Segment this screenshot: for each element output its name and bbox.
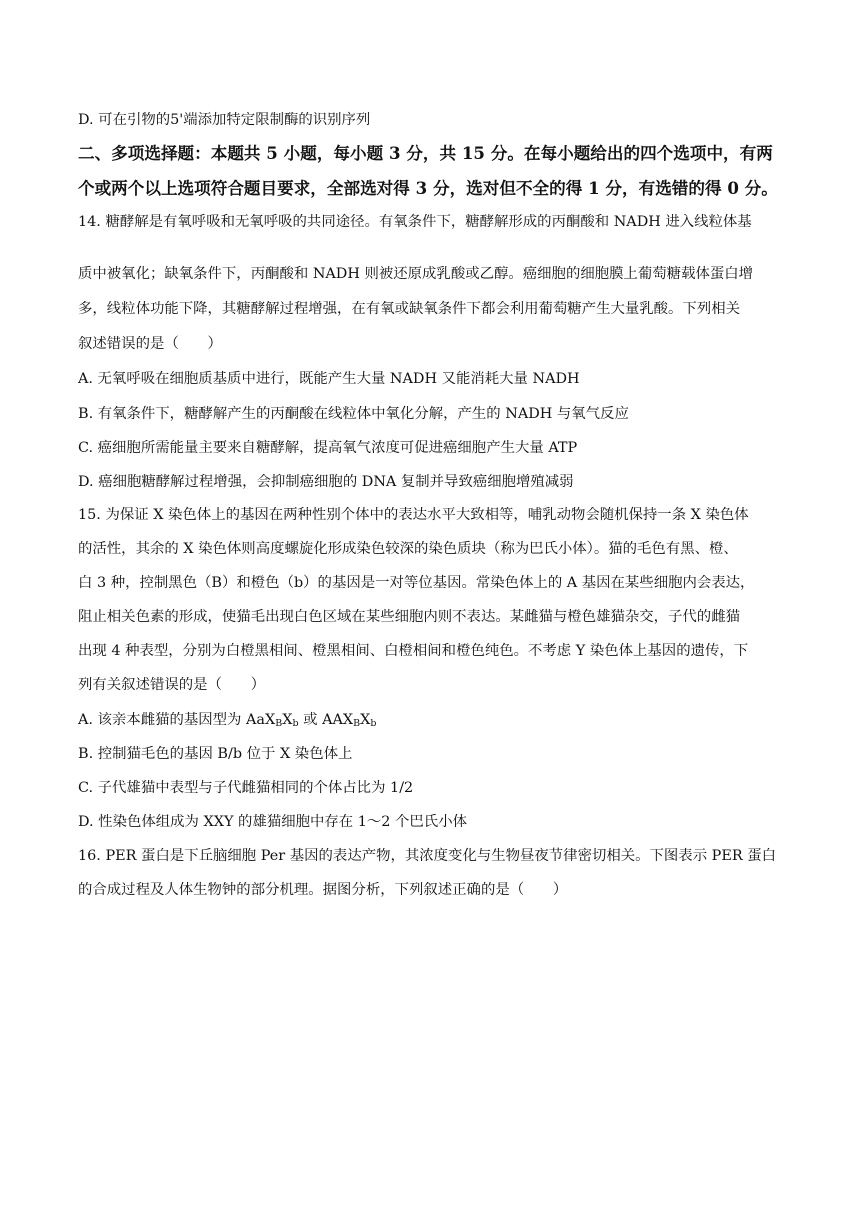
q14-option-d: D. 癌细胞糖酵解过程增强，会抑制癌细胞的 DNA 复制并导致癌细胞增殖减弱 xyxy=(78,474,574,490)
q15-option-c: C. 子代雄猫中表型与子代雌猫相同的个体占比为 1/2 xyxy=(78,780,414,796)
subscript-B: B xyxy=(275,718,283,729)
q14-stem-line4: 叙述错误的是（ ） xyxy=(78,336,222,352)
q16-stem-line2: 的合成过程及人体生物钟的部分机理。据图分析，下列叙述正确的是（ ） xyxy=(78,882,568,898)
subscript-b: b xyxy=(292,718,299,729)
q14-stem-line1: 14. 糖酵解是有氧呼吸和无氧呼吸的共同途径。有氧条件下，糖酵解形成的丙酮酸和 NADH 进入线粒体基 xyxy=(78,214,752,230)
q15-stem-line3: 白 3 种，控制黑色（B）和橙色（b）的基因是一对等位基因。常染色体上的 A 基因在某些细胞内会表达， xyxy=(78,575,755,591)
subscript-b: b xyxy=(370,718,377,729)
q14-option-a: A. 无氧呼吸在细胞质基质中进行，既能产生大量 NADH 又能消耗大量 NADH xyxy=(78,371,580,387)
q15-stem-line5: 出现 4 种表型，分别为白橙黑相间、橙黑相间、白橙相间和橙色纯色。不考虑 Y 染色体上基因的遗传，下 xyxy=(78,643,749,659)
q15-option-b: B. 控制猫毛色的基因 B/b 位于 X 染色体上 xyxy=(78,746,353,762)
q15-option-d: D. 性染色体组成为 XXY 的雄猫细胞中存在 1～2 个巴氏小体 xyxy=(78,814,467,830)
q14-option-b: B. 有氧条件下，糖酵解产生的丙酮酸在线粒体中氧化分解，产生的 NADH 与氧气反应 xyxy=(78,406,629,422)
q15-option-a-or: 或 AAX xyxy=(298,712,354,728)
q14-option-c: C. 癌细胞所需能量主要来自糖酵解，提高氧气浓度可促进癌细胞产生大量 ATP xyxy=(78,440,578,456)
q15-option-a xyxy=(78,710,790,734)
q14-stem-line3: 多，线粒体功能下降，其糖酵解过程增强，在有氧或缺氧条件下都会利用葡萄糖产生大量乳酸。下列相关 xyxy=(78,301,740,317)
q15-stem-line1: 15. 为保证 X 染色体上的基因在两种性别个体中的表达水平大致相等，哺乳动物会随机保持一条 X 染色体 xyxy=(78,507,749,523)
q15-stem-line6: 列有关叙述错误的是（ ） xyxy=(78,677,266,693)
q14-stem-line2: 质中被氧化；缺氧条件下，丙酮酸和 NADH 则被还原成乳酸或乙醇。癌细胞的细胞膜上葡萄糖载体蛋白增 xyxy=(78,266,754,282)
q15-stem-line2: 的活性，其余的 X 染色体则高度螺旋化形成染色较深的染色质块（称为巴氏小体）。猫的毛色有黑、橙、 xyxy=(78,541,738,557)
x-letter: X xyxy=(282,712,293,728)
x-letter: X xyxy=(360,712,371,728)
q15-option-a-prefix: A. 该亲本雌猫的基因型为 AaX xyxy=(78,712,276,728)
section2-heading-line2: 个或两个以上选项符合题目要求，全部选对得 3 分，选对但不全的得 1 分，有选错的得 0 分。 xyxy=(78,178,778,198)
q16-stem-line1: 16. PER 蛋白是下丘脑细胞 Per 基因的表达产物，其浓度变化与生物昼夜节律密切相关。下图表示 PER 蛋白 xyxy=(78,848,777,864)
subscript-B: B xyxy=(353,718,361,729)
q13-option-d: D. 可在引物的5'端添加特定限制酶的识别序列 xyxy=(78,112,371,128)
section2-heading-line1: 二、多项选择题：本题共 5 小题，每小题 3 分，共 15 分。在每小题给出的四个选项中，有两 xyxy=(78,143,773,163)
q15-stem-line4: 阻止相关色素的形成，使猫毛出现白色区域在某些细胞内则不表达。某雌猫与橙色雄猫杂交，子代的雌猫 xyxy=(78,609,740,625)
